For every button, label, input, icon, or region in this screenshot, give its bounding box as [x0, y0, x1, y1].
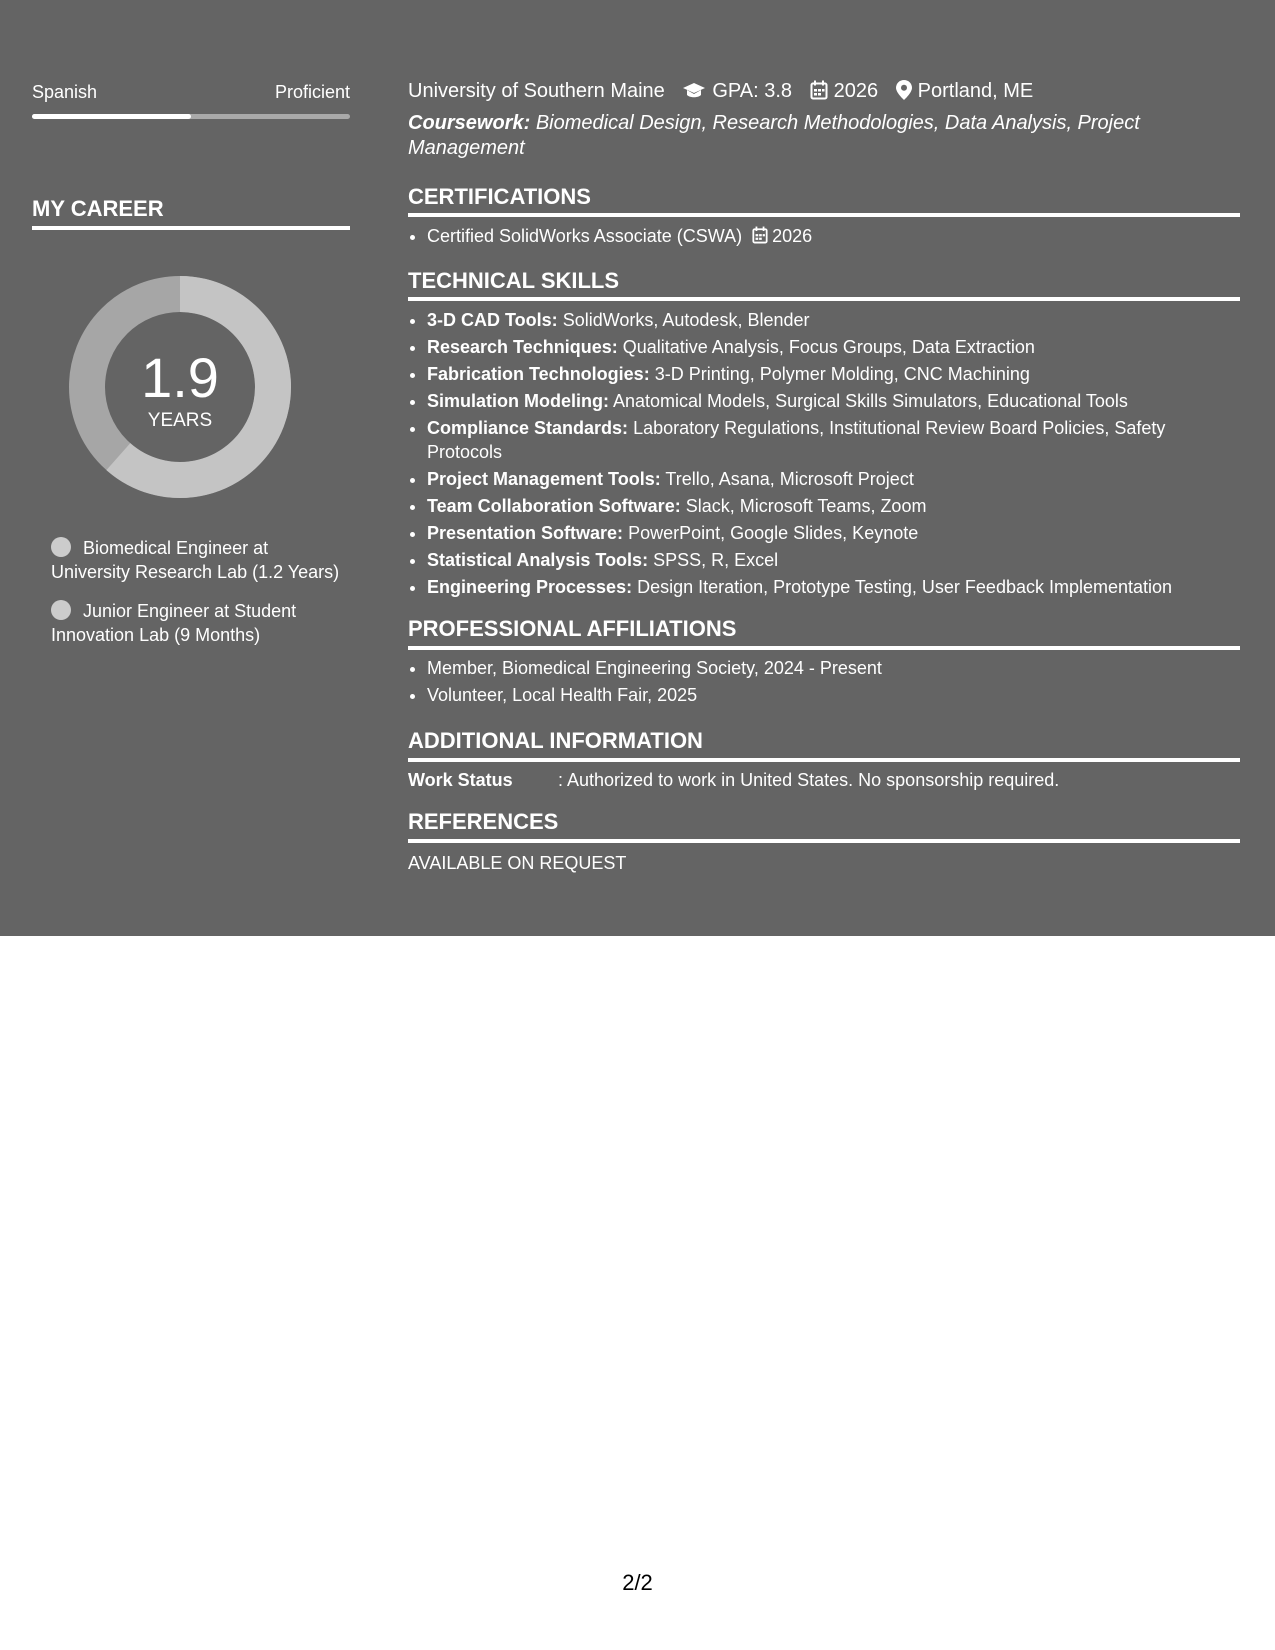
- work-status-row: [408, 770, 1059, 791]
- language-proficiency-fill: [32, 114, 191, 119]
- education-gpa: GPA: 3.8: [712, 80, 793, 102]
- skill-label: Team Collaboration Software:: [427, 496, 681, 516]
- skills-list: [408, 308, 1227, 602]
- skill-value: Qualitative Analysis, Focus Groups, Data Extraction: [622, 337, 1035, 357]
- certification-name: Certified SolidWorks Associate (CSWA): [427, 226, 743, 246]
- education-school: University of Southern Maine: [408, 80, 665, 102]
- graduation-cap-icon: [682, 82, 706, 100]
- language-proficiency-bar: [32, 114, 350, 119]
- skills-title: TECHNICAL SKILLS: [408, 268, 620, 293]
- skill-label: Compliance Standards:: [427, 418, 629, 438]
- skill-value: SolidWorks, Autodesk, Blender: [562, 310, 810, 330]
- coursework: [408, 111, 1168, 161]
- skill-label: Fabrication Technologies:: [427, 364, 650, 384]
- references-divider: [408, 839, 1240, 843]
- calendar-icon: [752, 226, 768, 244]
- certification-year: 2026: [772, 226, 813, 246]
- location-pin-icon: [896, 80, 912, 100]
- affiliation-item: • Member, Biomedical Engineering Society, 2024 - Present: [427, 656, 1227, 680]
- skill-label: Research Techniques:: [427, 337, 618, 357]
- references-title: REFERENCES: [408, 809, 559, 834]
- career-list: [51, 536, 341, 662]
- skill-item: [427, 335, 1227, 359]
- certifications-list: [408, 224, 1227, 251]
- work-status-label: Work Status: [408, 770, 513, 790]
- skill-value: Anatomical Models, Surgical Skills Simulators, Educational Tools: [613, 391, 1128, 411]
- skills-divider: [408, 297, 1240, 301]
- skill-label: Simulation Modeling:: [427, 391, 609, 411]
- career-item: [51, 599, 341, 647]
- page-number: 2/2: [622, 1570, 653, 1595]
- skill-value: Slack, Microsoft Teams, Zoom: [685, 496, 927, 516]
- career-years-unit: YEARS: [147, 410, 213, 431]
- skill-item: [427, 308, 1227, 332]
- calendar-icon: [810, 80, 828, 100]
- affiliations-title: PROFESSIONAL AFFILIATIONS: [408, 616, 737, 641]
- career-item-text: Junior Engineer at Student Innovation Lab (9 Months): [51, 601, 297, 645]
- career-title: MY CAREER: [32, 196, 164, 221]
- skill-label: Engineering Processes:: [427, 577, 633, 597]
- skill-value: Laboratory Regulations, Institutional Review Board Policies, Safety Protocols: [427, 418, 1166, 462]
- career-item: [51, 536, 341, 584]
- career-dot-icon: [51, 600, 71, 620]
- skill-label: Presentation Software:: [427, 523, 624, 543]
- skill-value: SPSS, R, Excel: [653, 550, 779, 570]
- affiliation-item: • Volunteer, Local Health Fair, 2025: [427, 683, 1227, 707]
- skill-item: [427, 416, 1227, 464]
- skill-value: Design Iteration, Prototype Testing, User Feedback Implementation: [637, 577, 1173, 597]
- coursework-text: Biomedical Design, Research Methodologies, Data Analysis, Project Management: [408, 112, 1140, 159]
- skill-label: 3-D CAD Tools:: [427, 310, 558, 330]
- language-level: Proficient: [274, 82, 350, 102]
- skill-label: Project Management Tools:: [427, 469, 661, 489]
- career-item-text: Biomedical Engineer at University Research Lab (1.2 Years): [51, 538, 340, 582]
- work-status-value: : Authorized to work in United States. No sponsorship required.: [558, 770, 1060, 790]
- certifications-title: CERTIFICATIONS: [408, 184, 591, 209]
- skill-item: [427, 521, 1227, 545]
- skill-item: [427, 362, 1227, 386]
- career-dot-icon: [51, 537, 71, 557]
- language-name: Spanish: [32, 82, 98, 102]
- skill-value: Trello, Asana, Microsoft Project: [665, 469, 914, 489]
- skill-item: [427, 467, 1227, 491]
- certification-item: [427, 224, 1227, 248]
- skill-value: 3-D Printing, Polymer Molding, CNC Machining: [654, 364, 1030, 384]
- career-divider: [32, 226, 350, 230]
- skill-item: [427, 575, 1227, 599]
- skill-item: [427, 494, 1227, 518]
- additional-info-title: ADDITIONAL INFORMATION: [408, 728, 703, 753]
- education-year: 2026: [833, 80, 879, 102]
- education-line: [408, 80, 1033, 103]
- career-total-years: 1.9: [141, 346, 219, 409]
- affiliations-list: [408, 656, 1227, 710]
- skill-label: Statistical Analysis Tools:: [427, 550, 649, 570]
- skill-item: [427, 548, 1227, 572]
- additional-info-divider: [408, 758, 1240, 762]
- certifications-divider: [408, 213, 1240, 217]
- education-location: Portland, ME: [917, 80, 1034, 102]
- skill-item: [427, 389, 1227, 413]
- affiliations-divider: [408, 646, 1240, 650]
- coursework-label: Coursework:: [408, 112, 531, 134]
- references-text: AVAILABLE ON REQUEST: [408, 853, 627, 873]
- skill-value: PowerPoint, Google Slides, Keynote: [628, 523, 919, 543]
